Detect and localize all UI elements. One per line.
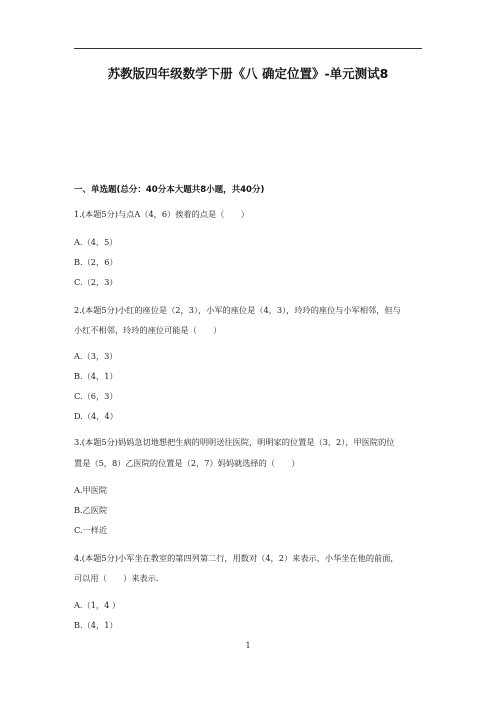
- question-1-option-a: A.（4，5）: [74, 237, 118, 247]
- question-2-option-a: A.（3，3）: [74, 351, 118, 361]
- question-4-stem-line-2: 可以用（ ）来表示.: [74, 573, 159, 583]
- question-3-stem-line-1: 3.(本题5分)妈妈急切地想把生病的明明送往医院，明明家的位置是（3，2），甲医院的位: [74, 437, 395, 447]
- question-2-option-d: D.（4，4）: [74, 411, 118, 421]
- document-title: 苏教版四年级数学下册《八 确定位置》-单元测试8: [107, 66, 389, 81]
- header-rule: [74, 48, 422, 49]
- question-4-option-b: B.（4，1）: [74, 620, 118, 630]
- question-2-stem-line-2: 小红不相邻，玲玲的座位可能是（ ）: [74, 325, 222, 335]
- question-1-option-c: C.（2，3）: [74, 277, 118, 287]
- question-2-option-b: B.（4，1）: [74, 371, 118, 381]
- question-4-option-a: A.（1，4 ）: [74, 600, 121, 610]
- question-1-option-b: B.（2，6）: [74, 257, 118, 267]
- question-4-stem-line-1: 4.(本题5分)小军坐在教室的第四列第二行，用数对（4，2）来表示，小华坐在他的前面，: [74, 553, 399, 563]
- question-2-stem-line-1: 2.(本题5分)小红的座位是（2，3），小军的座位是（4，3），玲玲的座位与小军相邻，但与: [74, 305, 401, 315]
- question-1-stem: 1.(本题5分)与点A（4，6）挨着的点是（ ）: [74, 209, 249, 219]
- question-3-option-b: B.乙医院: [74, 505, 108, 515]
- section-header: 一、单选题(总分：40分本大题共8小题，共40分): [74, 185, 265, 195]
- question-3-option-a: A.甲医院: [74, 485, 108, 495]
- question-3-stem-line-2: 置是（5，8）乙医院的位置是（2，7）妈妈就选择的（ ）: [74, 458, 300, 468]
- question-2-option-c: C.（6，3）: [74, 391, 118, 401]
- question-3-option-c: C.一样近: [74, 525, 108, 535]
- page-number: 1: [245, 641, 251, 650]
